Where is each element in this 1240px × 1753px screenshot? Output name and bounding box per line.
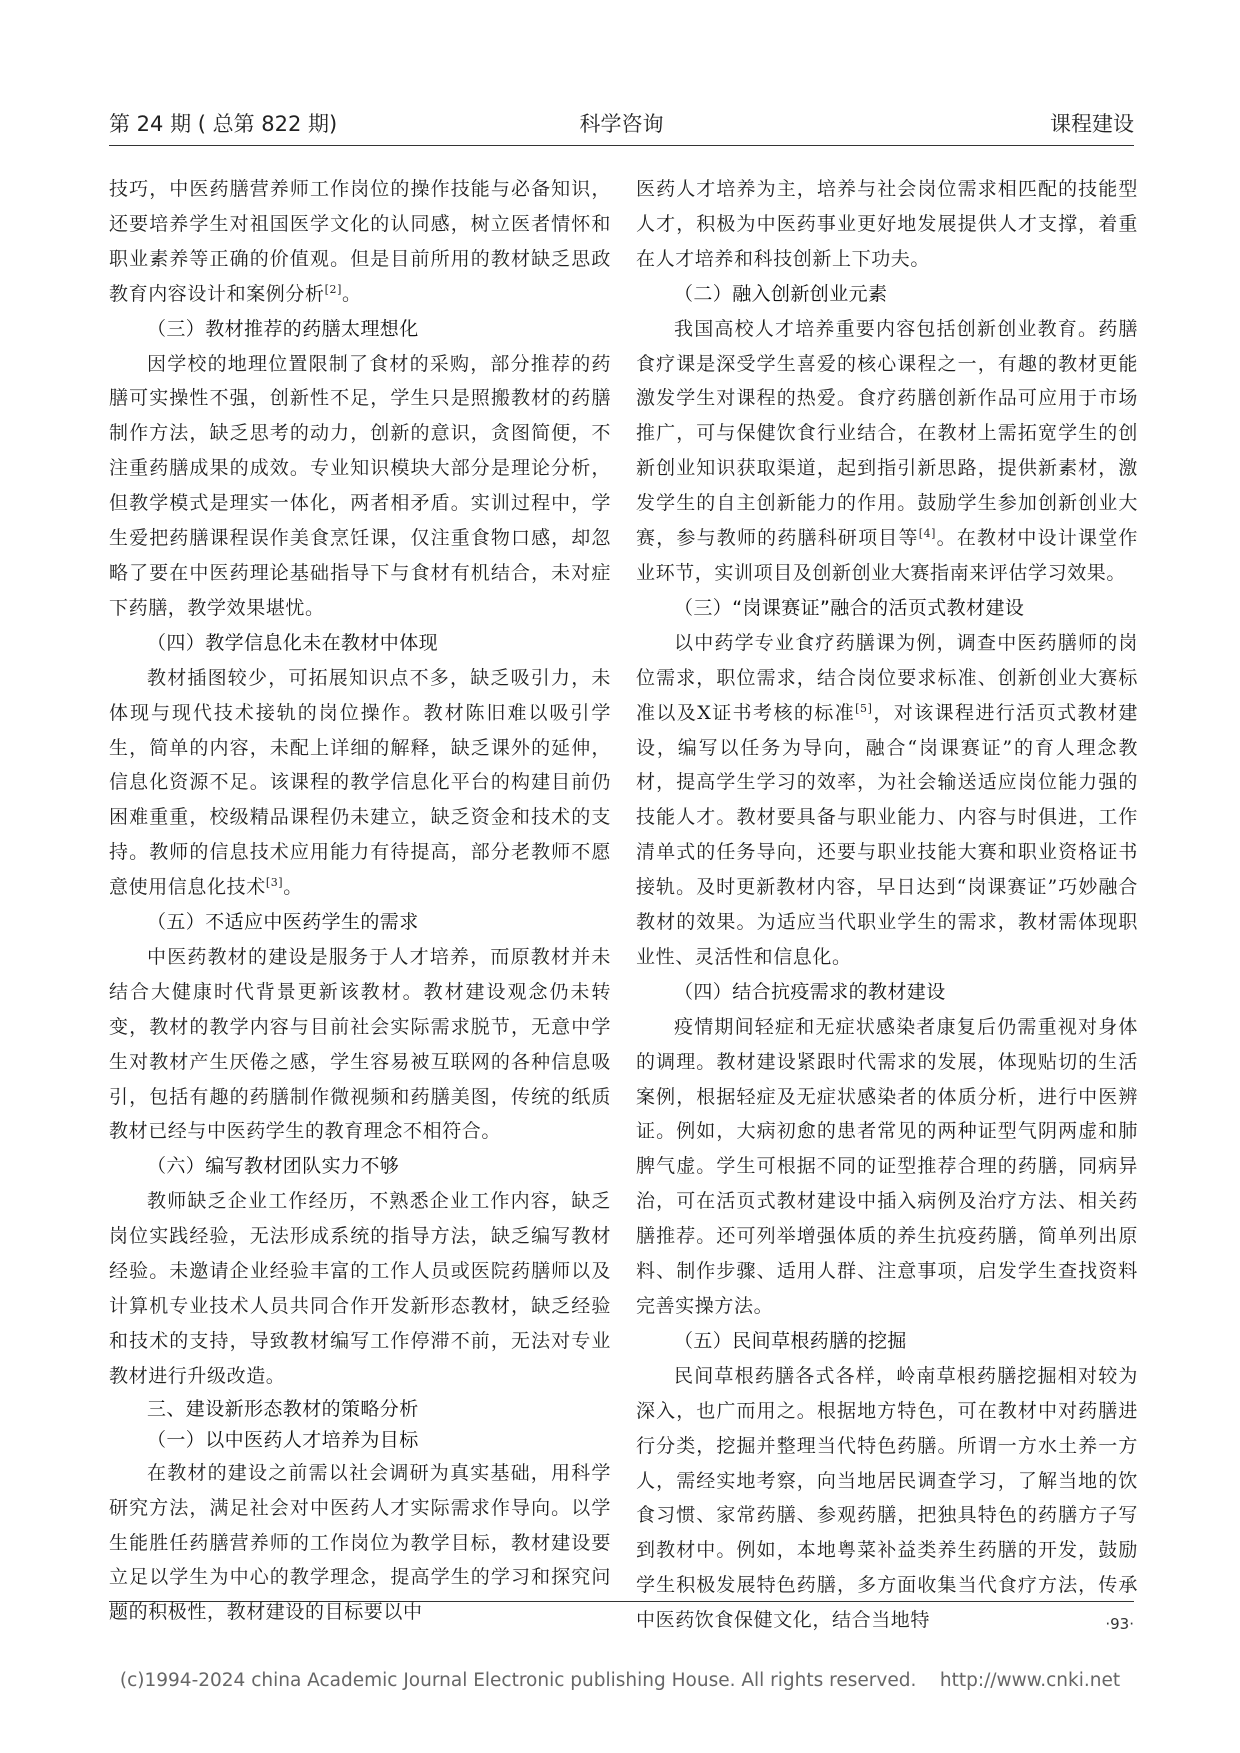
header-rule — [109, 145, 1134, 146]
section-name: 课程建设 — [1050, 112, 1134, 136]
paragraph: 医药人才培养为主，培养与社会岗位需求相匹配的技能型人才，积极为中医药事业更好地发展提供人才支撑，着重在人才培养和科技创新上下功夫。 — [636, 178, 1138, 270]
citation: [4] — [918, 527, 937, 541]
paragraph: 民间草根药膳各式各样，岭南草根药膳挖掘相对较为深入，也广而用之。根据地方特色，可在教材中对药膳进行分类，挖掘并整理当代特色药膳。所谓一方水土养一方人，需经实地考察，向当地居民调查学习，了解当地的饮食习惯、家常药膳、参观药膳，把独具特色的药膳方子写到教材中。例如，本地粤菜补益类养生药膳的开发，鼓励学生积极发展特色药膳，多方面收集当代食疗方法，传承中医药饮食保健文化，结合当地特 — [636, 1364, 1138, 1632]
subsection-heading: （四）结合抗疫需求的教材建设 — [674, 980, 946, 1003]
section-heading: 三、建设新形态教材的策略分析 — [147, 1397, 419, 1420]
paragraph — [636, 312, 1138, 591]
running-header — [109, 108, 1134, 142]
subsection-heading: （二）融入创新创业元素 — [674, 282, 888, 305]
paragraph-text: 教材插图较少，可拓展知识点不多，缺乏吸引力，未体现与现代技术接轨的岗位操作。教材陈旧难以吸引学生，简单的内容，未配上详细的解释，缺乏课外的延伸，信息化资源不足。该课程的教学信息化平台的构建目前仍困难重重，校级精品课程仍未建立，缺乏资金和技术的支持。教师的信息技术应用能力有待提高，部分老教师不愿意使用信息化技术 — [109, 666, 611, 899]
citation: [5] — [855, 701, 873, 715]
paragraph-text: 技巧，中医药膳营养师工作岗位的操作技能与必备知识，还要培养学生对祖国医学文化的认同感，树立医者情怀和职业素养等正确的价值观。但是目前所用的教材缺乏思政教育内容设计和案例分析 — [109, 178, 611, 305]
paragraph-text: 。在教材中设计课堂作业环节，实训项目及创新创业大赛指南来评估学习效果。 — [636, 527, 1138, 584]
paragraph: 疫情期间轻症和无症状感染者康复后仍需重视对身体的调理。教材建设紧跟时代需求的发展，体现贴切的生活案例，根据轻症及无症状感染者的体质分析，进行中医辨证。例如，大病初愈的患者常见的两种证型气阴两虚和肺脾气虚。学生可根据不同的证型推荐合理的药膳，同病异治，可在活页式教材建设中插入病例及治疗方法、相关药膳推荐。还可列举增强体质的养生抗疫药膳，简单列出原料、制作步骤、适用人群、注意事项，启发学生查找资料完善实操方法。 — [636, 1015, 1138, 1317]
footer-rule — [109, 1601, 1134, 1602]
subsection-heading: （五）不适应中医药学生的需求 — [147, 911, 419, 934]
left-column — [109, 172, 611, 1624]
paragraph-text: 我国高校人才培养重要内容包括创新创业教育。药膳食疗课是深受学生喜爱的核心课程之一，有趣的教材更能激发学生对课程的热爱。食疗药膳创新作品可应用于市场推广，可与保健饮食行业结合，在教材上需拓宽学生的创新创业知识获取渠道，起到指引新思路，提供新素材，激发学生的自主创新能力的作用。鼓励学生参加创新创业大赛，参与教师的药膳科研项目等 — [636, 317, 1138, 550]
page-number: ·93· — [1105, 1615, 1134, 1633]
paragraph: 在教材的建设之前需以社会调研为真实基础，用科学研究方法，满足社会对中医药人才实际需求作导向。以学生能胜任药膳营养师的工作岗位为教学目标，教材建设要立足以学生为中心的教学理念，提高学生的学习和探究问题的积极性，教材建设的目标要以中 — [109, 1461, 611, 1624]
subsection-heading: （三）教材推荐的药膳太理想化 — [147, 317, 419, 340]
paragraph: 因学校的地理位置限制了食材的采购，部分推荐的药膳可实操性不强，创新性不足，学生只是照搬教材的药膳制作方法，缺乏思考的动力，创新的意识，贪图简便，不注重药膳成果的成效。专业知识模块大部分是理论分析，但教学模式是理实一体化，两者相矛盾。实训过程中，学生爱把药膳课程误作美食烹饪课，仅注重食物口感，却忽略了要在中医药理论基础指导下与食材有机结合，未对症下药膳，教学效果堪忧。 — [109, 352, 611, 619]
paragraph: 教师缺乏企业工作经历，不熟悉企业工作内容，缺乏岗位实践经验，无法形成系统的指导方法，缺乏编写教材经验。未邀请企业经验丰富的工作人员或医院药膳师以及计算机专业技术人员共同合作开发新形态教材，缺乏经验和技术的支持，导致教材编写工作停滞不前，无法对专业教材进行升级改造。 — [109, 1190, 611, 1387]
subsection-heading: （五）民间草根药膳的挖掘 — [674, 1329, 907, 1352]
subsection-heading: （一）以中医药人才培养为目标 — [147, 1428, 419, 1451]
subsection-heading: （六）编写教材团队实力不够 — [147, 1155, 400, 1178]
subsection-heading: （三）“岗课赛证”融合的活页式教材建设 — [674, 596, 1025, 619]
copyright-footer: (c)1994-2024 china Academic Journal Electronic publishing House. All rights reserved. http://www.cnki.net — [119, 1670, 1121, 1691]
paragraph-text: 以中药学专业食疗药膳课为例，调查中医药膳师的岗位需求，职位需求，结合岗位要求标准、创新创业大赛标准以及X证书考核的标准 — [636, 631, 1138, 724]
paragraph — [636, 626, 1138, 975]
paragraph: 教材插图较少，可拓展知识点不多，缺乏吸引力，未体现与现代技术接轨的岗位操作。教材陈旧难以吸引学生，简单的内容，未配上详细的解释，缺乏课外的延伸，信息化资源不足。该课程的教学信息化平台的构建目前仍困难重重，校级精品课程仍未建立，缺乏资金和技术的支持。教师的信息技术应用能力有待提高，部分老教师不愿意使用信息化技术[3]。 — [109, 666, 611, 899]
subsection-heading: （四）教学信息化未在教材中体现 — [147, 631, 439, 654]
citation: [3] — [265, 876, 284, 890]
paragraph: 技巧，中医药膳营养师工作岗位的操作技能与必备知识，还要培养学生对祖国医学文化的认同感，树立医者情怀和职业素养等正确的价值观。但是目前所用的教材缺乏思政教育内容设计和案例分析[2]。 — [109, 178, 611, 305]
paragraph: 中医药教材的建设是服务于人才培养，而原教材并未结合大健康时代背景更新该教材。教材建设观念仍未转变，教材的教学内容与目前社会实际需求脱节，无意中学生对教材产生厌倦之感，学生容易被互联网的各种信息吸引，包括有趣的药膳制作微视频和药膳美图，传统的纸质教材已经与中医药学生的教育理念不相符合。 — [109, 945, 611, 1143]
paragraph-text: ，对该课程进行活页式教材建设，编写以任务为导向，融合“岗课赛证”的育人理念教材，提高学生学习的效率，为社会输送适应岗位能力强的技能人才。教材要具备与职业能力、内容与时俱进，工作清单式的任务导向，还要与职业技能大赛和职业资格证书接轨。及时更新教材内容，早日达到“岗课赛证”巧妙融合教材的效果。为适应当代职业学生的需求，教材需体现职业性、灵活性和信息化。 — [636, 701, 1138, 968]
journal-name: 科学咨询 — [579, 112, 664, 136]
citation: [2] — [324, 282, 342, 296]
issue-label: 第 24 期 ( 总第 822 期) — [109, 112, 338, 136]
